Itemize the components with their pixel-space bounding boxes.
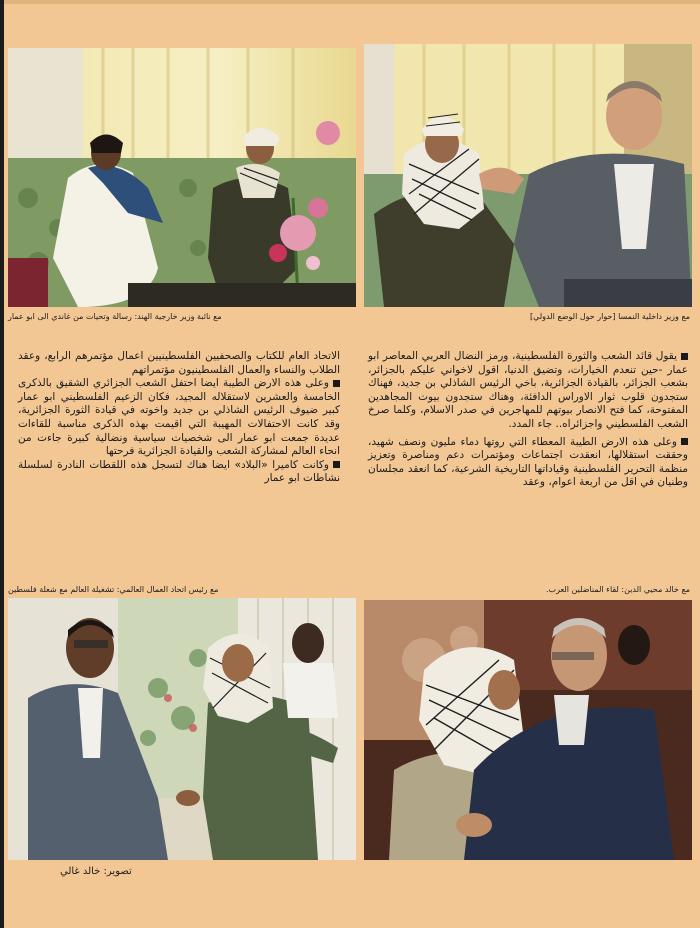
paragraph [368,350,688,432]
paragraph [368,436,688,490]
photo-top-right-image [364,44,692,307]
photo-bottom-left [8,598,356,860]
article-column-right [368,350,688,490]
paragraph-text: وعلى هذه الارض الطيبة المعطاء التي روتها دماء مليون ونصف شهيد، وحققت استقلالها، انعقدت اجتماعات ومؤتمرات دعم ومناصرة وتعزيز منظمة التحرير الفلسطينية وقياداتها التاريخية الشرعية، كما انعقد مجلسان وطنيان في اقل من اربعة اعوام، وعقد [368,435,688,489]
paragraph [18,459,340,486]
paragraph [18,350,340,377]
photo-bottom-left-image [8,598,356,860]
paragraph-text: وكانت كاميرا «البلاد» ايضا هناك لتسجل هذه اللقطات النادرة لسلسلة نشاطات ابو عمار [18,458,340,485]
photo-bottom-right [364,600,692,860]
photo-top-right [364,44,692,307]
paragraph-text: يقول قائد الشعب والثورة الفلسطينية، ورمز النضال العربي المعاصر ابو عمار -حين تنعدم الخيارات، وتضيق الدنيا، اقول لاخواني عليكم بالجزائر، بشعب الجزائر، بالقيادة الجزائرية، باخي الرئيس الشاذلي بن جديد، فهناك ستجدون قلوب ثوار الاوراس الدافئة، وهناك ستجدون بيوت المجاهدين المفتوحة، كما فتح الانصار بيوتهم للمهاجرين في صدر الاسلام، وكلما صرخ الشعب الفلسطيني واجزائراه.. جاء المدد. [368,350,688,430]
photo-credit: تصوير: خالد غالي [60,866,132,877]
bullet-square-icon [681,353,688,360]
bullet-square-icon [333,380,340,387]
caption-top-right: مع وزير داخلية النمسا [حوار حول الوضع الدولي] [529,312,690,321]
caption-bottom-left: مع رئيس اتحاد العمال العالمي: تشغيلة العالم مع شعلة فلسطين [8,585,219,594]
photo-top-left-image [8,48,356,307]
paragraph-text: الاتحاد العام للكتاب والصحفيين الفلسطينيين اعمال مؤتمرهم الرابع، وعقد الطلاب والنساء والعمال الفلسطينيون مؤتمراتهم [18,350,340,376]
caption-top-left: مع نائبة وزير خارجية الهند: رسالة وتحيات من غاندي الى ابو عمار [8,312,222,321]
page-left-edge [0,0,4,928]
paragraph-text: وعلى هذه الارض الطيبة ايضا احتفل الشعب الجزائري الشقيق بالذكرى الخامسة والعشرين لاستقلاله المجيد، فكان الزعيم الفلسطيني ابو عمار كبير ضيوف الرئيس الشاذلي بن جديد واخوته في قيادة الثورة الجزائرية، وقد كانت الاحتفالات المهيبة التي اقيمت بهذه الذكرى مناسبة للقاءات عديدة جمعت ابو عمار الى شخصيات سياسية ونضالية كبيرة جاءت من انحاء العالم لمشاركة الشعب والقيادة الجزائرية فرحتها [18,377,340,458]
paragraph [18,377,340,459]
photo-bottom-right-image [364,600,692,860]
bullet-square-icon [681,438,688,445]
photo-top-left [8,48,356,307]
bullet-square-icon [333,461,340,468]
page-top-edge [0,0,700,4]
article-column-left [18,350,340,486]
caption-bottom-right: مع خالد محيي الدين: لقاء المناضلين العرب. [546,585,690,594]
